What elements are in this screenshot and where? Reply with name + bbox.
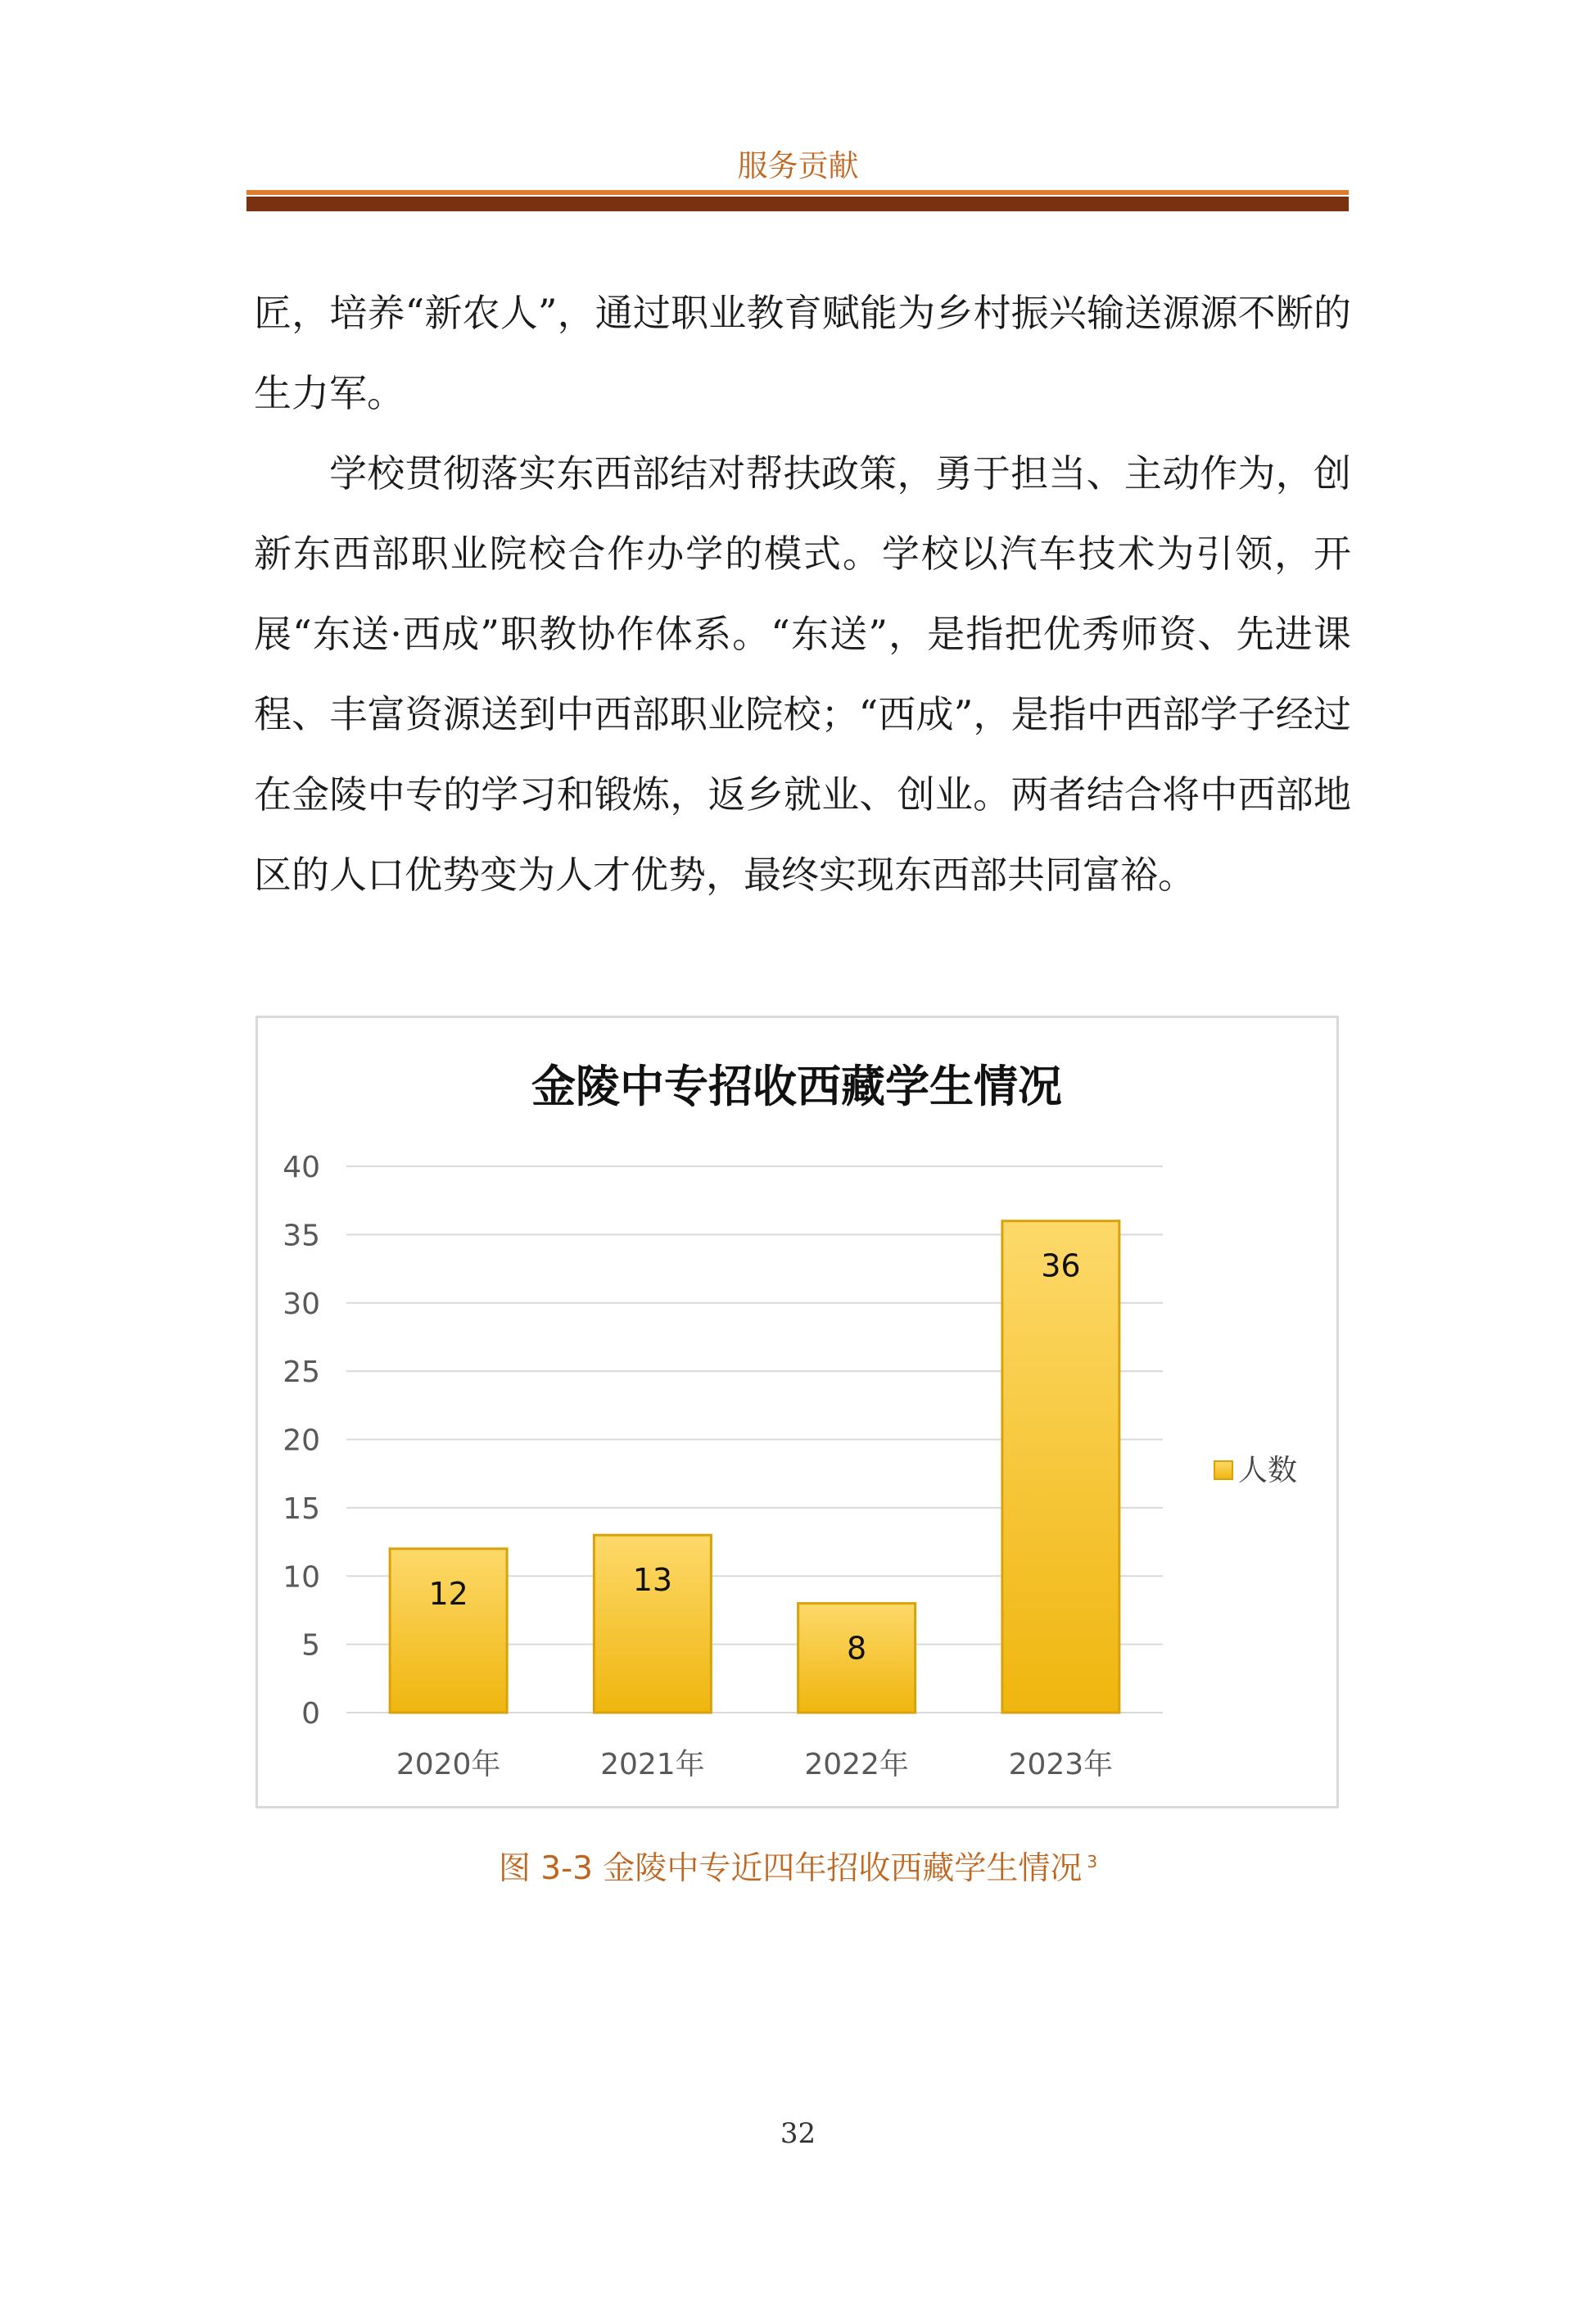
body-paragraph-2: 学校贯彻落实东西部结对帮扶政策，勇于担当、主动作为，创新东西部职业院校合作办学的模式。学校以汽车技术为引领，开展“东送·西成”职教协作体系。“东送”，是指把优秀师资、先进课程、丰富资源送到中西部职业院校；“西成”，是指中西部学子经过在金陵中专的学习和锻炼，返乡就业、创业。两者结合将中西部地区的人口优势变为人才优势，最终实现东西部共同富裕。 [254, 451, 1351, 897]
x-tick-label: 2022年 [804, 1748, 909, 1781]
caption-footnote-mark: 3 [1087, 1852, 1098, 1872]
legend-label: 人数 [1238, 1454, 1298, 1487]
bar [1002, 1221, 1119, 1713]
y-tick-label: 40 [283, 1151, 320, 1184]
x-tick-label: 2020年 [396, 1748, 501, 1781]
bar [390, 1549, 507, 1713]
y-tick-label: 25 [283, 1356, 320, 1390]
y-tick-label: 35 [283, 1219, 320, 1253]
figure-caption [0, 1843, 1596, 1889]
body-paragraph-1: 匠，培养“新农人”，通过职业教育赋能为乡村振兴输送源源不断的生力军。 [254, 291, 1351, 415]
x-tick-label: 2023年 [1008, 1748, 1114, 1781]
y-tick-label: 5 [301, 1628, 320, 1663]
caption-text: 图 3-3 金陵中专近四年招收西藏学生情况 [498, 1850, 1083, 1887]
data-label: 8 [847, 1630, 867, 1667]
chart-frame [255, 1016, 1339, 1808]
bar-chart [258, 1018, 1336, 1806]
data-label: 13 [632, 1562, 673, 1599]
y-tick-label: 30 [283, 1287, 320, 1321]
y-tick-label: 10 [283, 1560, 320, 1595]
y-tick-label: 15 [283, 1491, 320, 1526]
chart-title: 金陵中专招收西藏学生情况 [531, 1061, 1062, 1112]
header-rule-accent [246, 190, 1349, 195]
data-label: 36 [1041, 1247, 1081, 1284]
page-number: 32 [780, 2117, 816, 2150]
header-rule [246, 197, 1349, 211]
data-label: 12 [428, 1575, 468, 1612]
running-header: 服务贡献 [737, 148, 859, 183]
legend-swatch [1214, 1461, 1232, 1479]
y-tick-label: 20 [283, 1424, 320, 1458]
y-tick-label: 0 [301, 1697, 320, 1731]
bars [390, 1221, 1119, 1713]
x-tick-label: 2021年 [600, 1748, 705, 1781]
legend [1214, 1454, 1297, 1487]
